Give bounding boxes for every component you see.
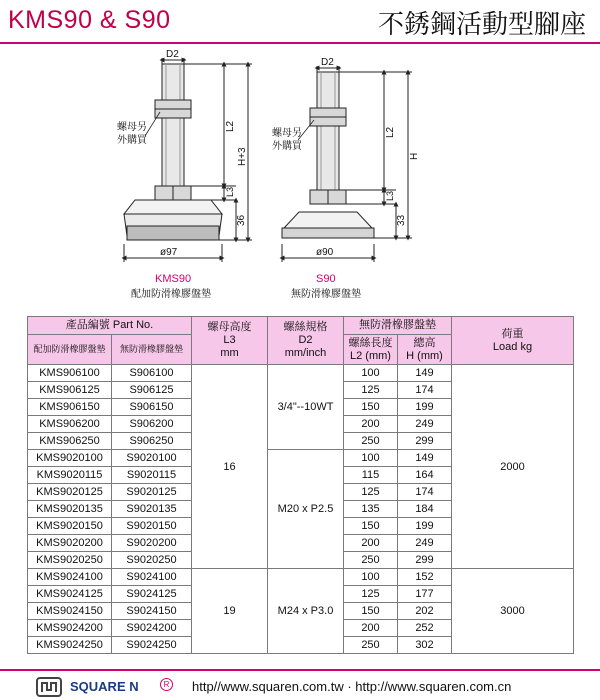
cell-s: S9020250 [112, 552, 192, 569]
cell-h: 202 [398, 603, 452, 620]
col-l2-line1: 螺絲長度 [348, 336, 393, 349]
cell-l2: 115 [344, 467, 398, 484]
cell-s: S9020200 [112, 535, 192, 552]
cell-kms: KMS9024250 [28, 637, 112, 654]
s90-d2-label: D2 [321, 57, 334, 68]
product-title: KMS90 & S90 [8, 6, 171, 34]
kms90-note-line2: 外購買 [117, 135, 147, 146]
col-l3-line1: 螺母高度 [207, 321, 252, 333]
cell-kms: KMS906200 [28, 416, 112, 433]
cell-kms: KMS9020100 [28, 450, 112, 467]
cell-l2: 200 [344, 620, 398, 637]
cell-l2: 125 [344, 586, 398, 603]
kms90-d2-label: D2 [166, 49, 179, 60]
cell-l2: 200 [344, 416, 398, 433]
s90-33-label: 33 [396, 214, 407, 226]
cell-s: S9024100 [112, 569, 192, 586]
brand-name: SQUARE N [70, 679, 139, 694]
col-load-line1: 荷重 [501, 327, 524, 340]
cell-l3: 16 [192, 365, 268, 569]
s90-model: S90 [316, 273, 336, 285]
kms90-l3-label: L3 [225, 186, 235, 197]
cell-l2: 125 [344, 484, 398, 501]
cell-kms: KMS9024125 [28, 586, 112, 603]
cell-s: S906150 [112, 399, 192, 416]
cell-h: 149 [398, 365, 452, 382]
col-h [398, 335, 452, 365]
cell-h: 164 [398, 467, 452, 484]
cell-kms: KMS9020135 [28, 501, 112, 518]
spec-table [27, 316, 574, 654]
cell-s: S9020135 [112, 501, 192, 518]
cell-h: 177 [398, 586, 452, 603]
col-l3-line2: L3 [223, 334, 236, 346]
col-d2-line1: 螺絲規格 [283, 321, 328, 333]
cell-load: 3000 [452, 569, 574, 654]
col-h-line1: 總高 [413, 336, 436, 349]
kms90-h3-label: H+3 [237, 147, 248, 166]
cell-s: S9024250 [112, 637, 192, 654]
registered-mark-icon: R [160, 678, 173, 691]
cell-h: 184 [398, 501, 452, 518]
website-urls: http//www.squaren.com.tw · http://www.squaren.com.cn [192, 679, 512, 694]
cell-l2: 100 [344, 365, 398, 382]
col-part-no: 產品編號 Part No. [28, 317, 192, 335]
cell-l2: 250 [344, 552, 398, 569]
col-part-kms: 配加防滑橡膠盤墊 [28, 335, 112, 365]
cell-kms: KMS9020200 [28, 535, 112, 552]
cell-s: S906100 [112, 365, 192, 382]
cell-s: S906200 [112, 416, 192, 433]
cell-h: 199 [398, 399, 452, 416]
cell-l2: 125 [344, 382, 398, 399]
cell-l2: 100 [344, 450, 398, 467]
cell-d2: M20 x P2.5 [268, 450, 344, 569]
cell-h: 302 [398, 637, 452, 654]
kms90-36-label: 36 [236, 214, 247, 226]
s90-note-line1: 螺母另 [272, 128, 302, 139]
cell-l2: 150 [344, 518, 398, 535]
col-dims: 無防滑橡膠盤墊 [344, 317, 452, 335]
col-d2 [268, 317, 344, 365]
cell-h: 174 [398, 382, 452, 399]
footer-divider [0, 669, 600, 671]
cell-h: 152 [398, 569, 452, 586]
cell-h: 299 [398, 433, 452, 450]
cell-kms: KMS906250 [28, 433, 112, 450]
cell-d2: 3/4"--10WT [268, 365, 344, 450]
kms90-model: KMS90 [155, 273, 192, 285]
kms90-base-dia: ø97 [160, 247, 178, 258]
table-row [28, 365, 574, 382]
s90-h-label: H [409, 152, 420, 160]
kms90-note-line1: 螺母另 [117, 122, 147, 133]
cell-h: 252 [398, 620, 452, 637]
col-part-s: 無防滑橡膠盤墊 [112, 335, 192, 365]
page-footer [0, 668, 600, 700]
col-l3-line3: mm [220, 347, 239, 359]
cell-l2: 250 [344, 637, 398, 654]
cell-h: 174 [398, 484, 452, 501]
cell-h: 199 [398, 518, 452, 535]
page-header [0, 0, 600, 44]
table-row [28, 569, 574, 586]
cell-kms: KMS9020250 [28, 552, 112, 569]
cell-l2: 100 [344, 569, 398, 586]
cell-s: S906125 [112, 382, 192, 399]
squaren-logo-icon [36, 677, 62, 697]
cell-s: S9020150 [112, 518, 192, 535]
kms90-l2-label: L2 [225, 120, 236, 132]
cell-d2: M24 x P3.0 [268, 569, 344, 654]
cell-kms: KMS906100 [28, 365, 112, 382]
cell-s: S9024200 [112, 620, 192, 637]
logo-mark-icon [38, 679, 60, 695]
s90-l2-label: L2 [385, 126, 396, 138]
s90-caption: 無防滑橡膠盤墊 [291, 289, 361, 300]
col-l2-line2: L2 (mm) [350, 349, 391, 362]
cell-kms: KMS906150 [28, 399, 112, 416]
cell-l2: 250 [344, 433, 398, 450]
kms90-caption: 配加防滑橡膠盤墊 [131, 289, 211, 300]
cell-load: 2000 [452, 365, 574, 569]
cell-kms: KMS906125 [28, 382, 112, 399]
cell-l2: 150 [344, 399, 398, 416]
cell-s: S9024125 [112, 586, 192, 603]
cell-l2: 200 [344, 535, 398, 552]
product-title-chinese: 不銹鋼活動型腳座 [377, 10, 586, 40]
cell-kms: KMS9024150 [28, 603, 112, 620]
cell-l3: 19 [192, 569, 268, 654]
cell-h: 149 [398, 450, 452, 467]
cell-kms: KMS9020125 [28, 484, 112, 501]
cell-kms: KMS9024100 [28, 569, 112, 586]
s90-l3-label: L3 [385, 190, 395, 201]
cell-h: 249 [398, 416, 452, 433]
technical-drawing [0, 44, 600, 308]
col-l3 [192, 317, 268, 365]
cell-h: 299 [398, 552, 452, 569]
cell-h: 249 [398, 535, 452, 552]
col-d2-line3: mm/inch [284, 347, 327, 359]
cell-s: S906250 [112, 433, 192, 450]
cell-kms: KMS9020150 [28, 518, 112, 535]
spec-table-body [28, 365, 574, 654]
kms90-drawing [124, 58, 252, 262]
col-l2 [344, 335, 398, 365]
s90-drawing [282, 66, 412, 262]
cell-kms: KMS9024200 [28, 620, 112, 637]
cell-s: S9020100 [112, 450, 192, 467]
cell-s: S9024150 [112, 603, 192, 620]
col-d2-line2: D2 [298, 334, 313, 346]
cell-kms: KMS9020115 [28, 467, 112, 484]
cell-l2: 150 [344, 603, 398, 620]
col-h-line2: H (mm) [406, 349, 443, 362]
col-load-line2: Load kg [492, 340, 533, 353]
s90-base-dia: ø90 [316, 247, 334, 258]
s90-note-line2: 外購買 [272, 141, 302, 152]
cell-s: S9020125 [112, 484, 192, 501]
cell-l2: 135 [344, 501, 398, 518]
cell-s: S9020115 [112, 467, 192, 484]
col-load [452, 317, 574, 365]
